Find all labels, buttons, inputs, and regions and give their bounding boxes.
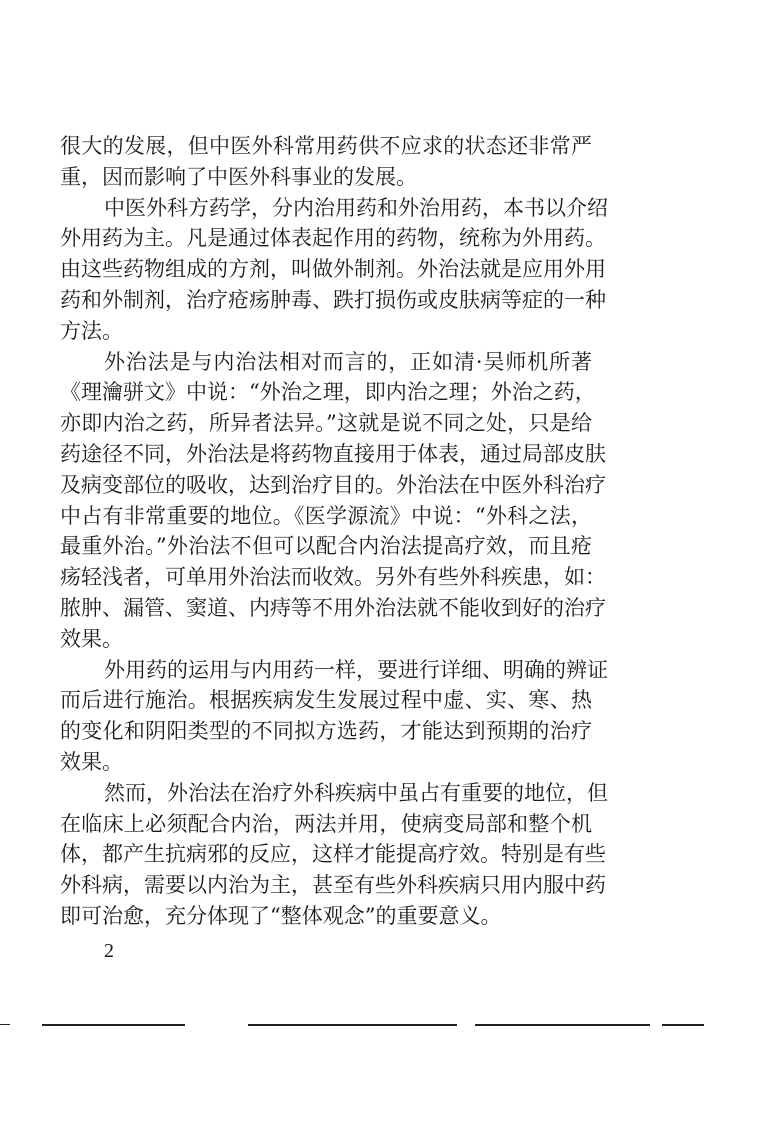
text-line: 然而，外治法在治疗外科疾病中虽占有重要的地位，但: [104, 780, 608, 805]
scan-edge-line: [0, 1024, 10, 1025]
text-line: 方法。: [60, 318, 123, 343]
text-line: 外治法是与内治法相对而言的，正如清·吴师机所著: [104, 349, 592, 374]
text-line: 外科病，需要以内治为主，甚至有些外科疾病只用内服中药: [60, 873, 606, 898]
text-line: 脓肿、漏管、窦道、内痔等不用外治法就不能收到好的治疗: [60, 595, 606, 620]
text-line: 外用药的运用与内用药一样，要进行详细、明确的辨证: [104, 657, 608, 682]
scan-edge-line: [662, 1024, 704, 1026]
body-text: [60, 131, 608, 932]
text-line: 外用药为主。凡是通过体表起作用的药物，统称为外用药。: [60, 226, 606, 251]
text-line: 效果。: [60, 626, 123, 651]
text-line: 《理瀹骈文》中说：“外治之理，即内治之理；外治之药，: [60, 380, 596, 405]
text-line: 效果。: [60, 749, 123, 774]
text-line: 中占有非常重要的地位。《医学源流》中说：“外科之法，: [60, 503, 592, 528]
text-line: 的变化和阴阳类型的不同拟方选药，才能达到预期的治疗: [60, 719, 592, 744]
text-line: 即可治愈，充分体现了“整体观念”的重要意义。: [60, 903, 502, 928]
text-line: 最重外治。”外治法不但可以配合内治法提高疗效，而且疮: [60, 534, 592, 559]
text-line: 由这些药物组成的方剂，叫做外制剂。外治法就是应用外用: [60, 257, 606, 282]
text-line: 在临床上必须配合内治，两法并用，使病变局部和整个机: [60, 811, 592, 836]
text-line: 疡轻浅者，可单用外治法而收效。另外有些外科疾患，如：: [60, 565, 606, 590]
scan-edge-line: [248, 1024, 457, 1026]
text-line: 亦即内治之药，所异者法异。”这就是说不同之处，只是给: [60, 411, 592, 436]
text-line: 体，都产生抗病邪的反应，这样才能提高疗效。特别是有些: [60, 842, 606, 867]
text-line: 药和外制剂，治疗疮疡肿毒、跌打损伤或皮肤病等症的一种: [60, 287, 606, 312]
text-line: 及病变部位的吸收，达到治疗目的。外治法在中医外科治疗: [60, 472, 606, 497]
text-line: 而后进行施治。根据疾病发生发展过程中虚、实、寒、热: [60, 688, 592, 713]
text-line: 中医外科方药学，分内治用药和外治用药，本书以介绍: [104, 195, 608, 220]
scan-edge-line: [42, 1024, 185, 1026]
page-number: 2: [104, 940, 114, 962]
text-line: 重，因而影响了中医外科事业的发展。: [60, 164, 417, 189]
text-line: 药途径不同，外治法是将药物直接用于体表，通过局部皮肤: [60, 441, 606, 466]
text-line: 很大的发展，但中医外科常用药供不应求的状态还非常严: [60, 134, 592, 158]
scan-edge-line: [475, 1024, 650, 1026]
